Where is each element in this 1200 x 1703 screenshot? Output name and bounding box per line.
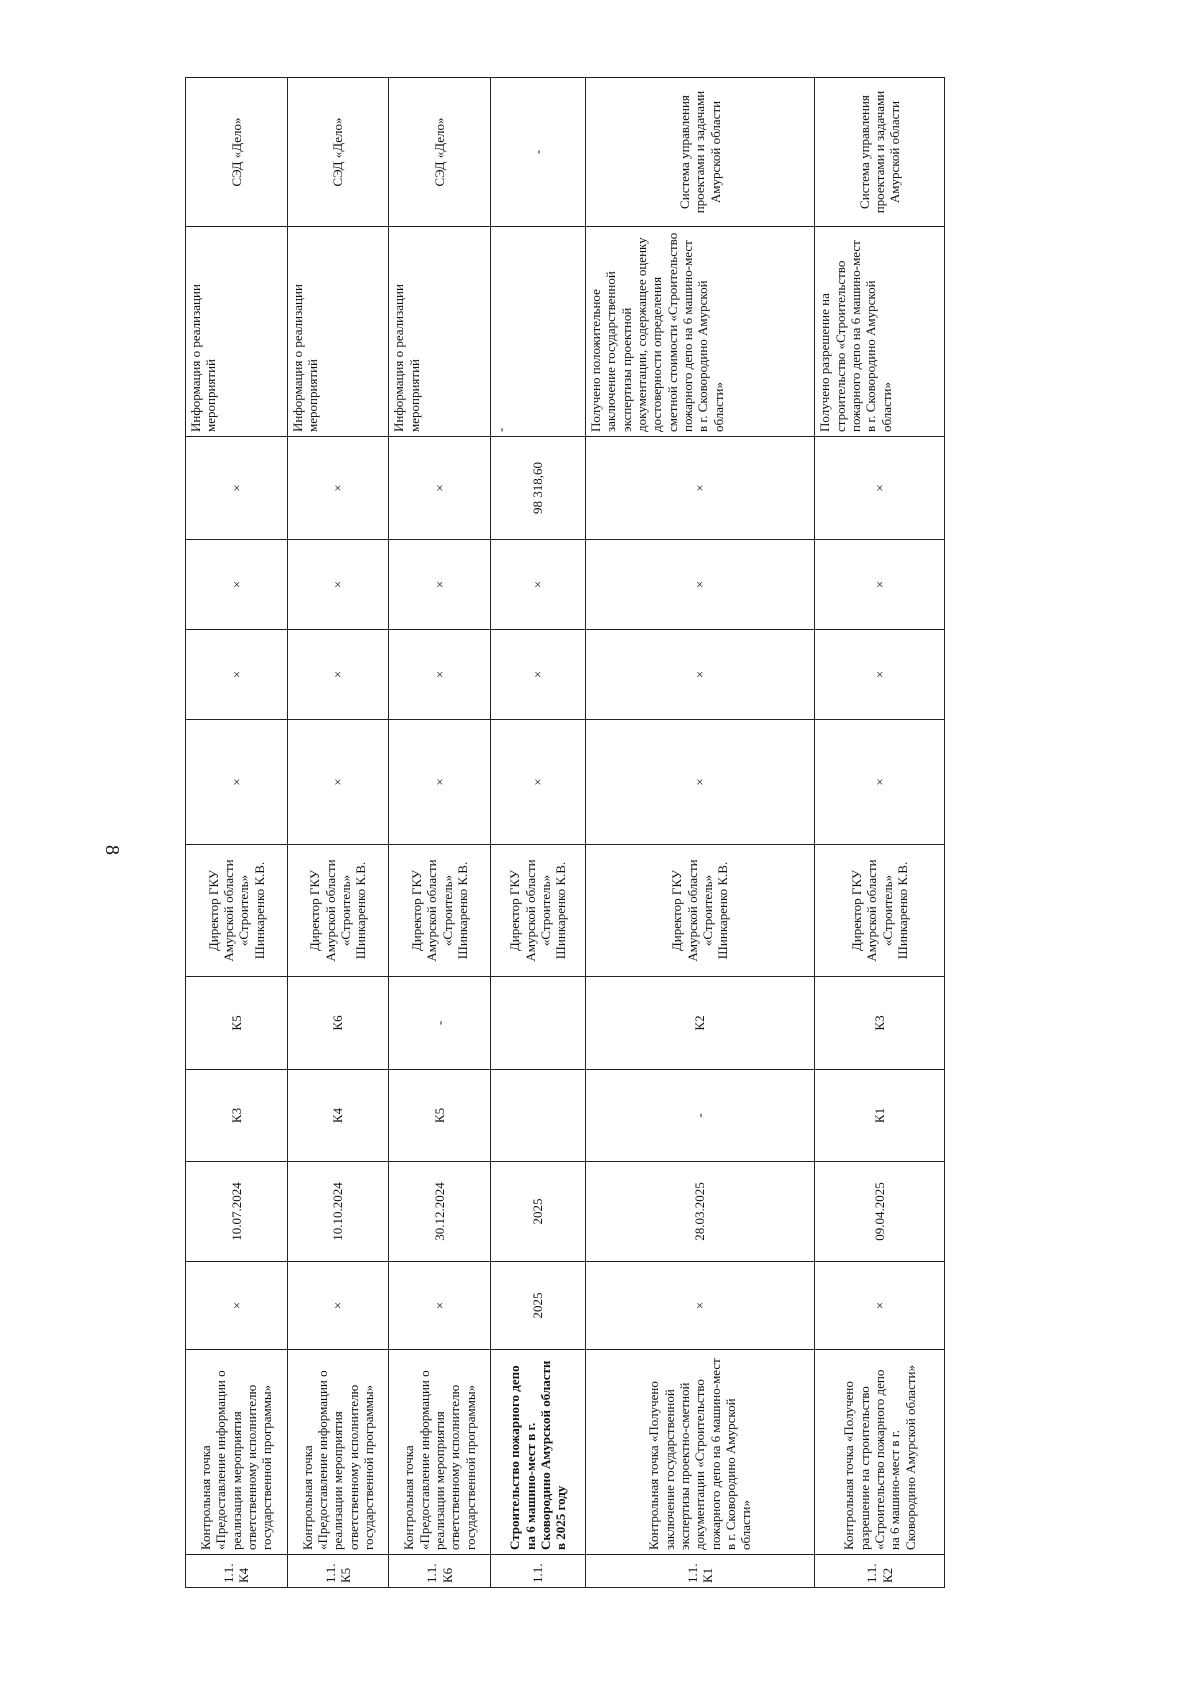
row-system: -	[490, 78, 585, 227]
table-body	[186, 78, 945, 1588]
row-result: Информация о реализации мероприятий	[287, 227, 389, 437]
row-finance-4: ×	[389, 437, 491, 540]
row-finance-4: ×	[186, 437, 288, 540]
row-successor: К5	[186, 977, 288, 1070]
table-row	[389, 78, 491, 1588]
row-start-date: ×	[186, 1262, 288, 1350]
row-number: 1.1.К4	[186, 1555, 288, 1588]
row-successor: К3	[815, 977, 945, 1070]
row-system: Система управления проектами и задачами Амурской области	[815, 78, 945, 227]
row-system: СЭД «Дело»	[287, 78, 389, 227]
row-start-date: ×	[815, 1262, 945, 1350]
row-name: Контрольная точка «Получено разрешение на строительство «Строительство пожарного депо на 6 машино-мест в г. Сковородино Амурской области»	[815, 1350, 945, 1555]
row-finance-2: ×	[490, 630, 585, 720]
table-row	[287, 78, 389, 1588]
row-predecessor: К4	[287, 1070, 389, 1162]
row-finance-4: ×	[815, 437, 945, 540]
row-responsible: Директор ГКУ Амурской области «Строитель» Шинкаренко К.В.	[186, 845, 288, 977]
row-end-date: 09.04.2025	[815, 1162, 945, 1262]
row-responsible: Директор ГКУ Амурской области «Строитель» Шинкаренко К.В.	[490, 845, 585, 977]
row-system: СЭД «Дело»	[389, 78, 491, 227]
row-name: Контрольная точка «Предоставление информации о реализации мероприятия ответственному исполнителю государственной программы»	[389, 1350, 491, 1555]
row-responsible: Директор ГКУ Амурской области «Строитель» Шинкаренко К.В.	[815, 845, 945, 977]
row-finance-1: ×	[586, 720, 815, 845]
row-finance-2: ×	[389, 630, 491, 720]
row-name: Контрольная точка «Получено заключение государственной экспертизы проектно-сметной документации «Строительство пожарного депо на 6 машино-мест в г. Сковородино Амурской области»	[586, 1350, 815, 1555]
row-finance-3: ×	[186, 540, 288, 630]
row-start-date: 2025	[490, 1262, 585, 1350]
row-name: Контрольная точка «Предоставление информации о реализации мероприятия ответственному исполнителю государственной программы»	[186, 1350, 288, 1555]
row-finance-3: ×	[586, 540, 815, 630]
row-end-date: 30.12.2024	[389, 1162, 491, 1262]
row-name: Контрольная точка «Предоставление информации о реализации мероприятия ответственному исполнителю государственной программы»	[287, 1350, 389, 1555]
row-successor: К6	[287, 977, 389, 1070]
row-successor: -	[389, 977, 491, 1070]
row-result: Информация о реализации мероприятий	[389, 227, 491, 437]
row-end-date: 10.10.2024	[287, 1162, 389, 1262]
row-name: Строительство пожарного депо на 6 машино-мест в г. Сковородино Амурской области в 2025 году	[490, 1350, 585, 1555]
row-finance-1: ×	[287, 720, 389, 845]
row-number: 1.1.К6	[389, 1555, 491, 1588]
row-number: 1.1.К2	[815, 1555, 945, 1588]
row-responsible: Директор ГКУ Амурской области «Строитель» Шинкаренко К.В.	[389, 845, 491, 977]
page-number: 8	[101, 845, 123, 855]
row-finance-2: ×	[815, 630, 945, 720]
row-predecessor: К5	[389, 1070, 491, 1162]
row-predecessor: -	[586, 1070, 815, 1162]
row-start-date: ×	[586, 1262, 815, 1350]
row-system: СЭД «Дело»	[186, 78, 288, 227]
row-end-date: 2025	[490, 1162, 585, 1262]
row-end-date: 10.07.2024	[186, 1162, 288, 1262]
row-predecessor	[490, 1070, 585, 1162]
row-finance-2: ×	[586, 630, 815, 720]
row-finance-3: ×	[287, 540, 389, 630]
plan-table	[185, 77, 945, 1588]
row-number: 1.1.	[490, 1555, 585, 1588]
row-responsible: Директор ГКУ Амурской области «Строитель» Шинкаренко К.В.	[287, 845, 389, 977]
row-finance-1: ×	[186, 720, 288, 845]
row-result: Информация о реализации мероприятий	[186, 227, 288, 437]
rotated-table-wrap	[185, 78, 945, 1588]
row-finance-1: ×	[389, 720, 491, 845]
row-result: Получено положительное заключение государственной экспертизы проектной документации, содержащее оценку достоверности определения сметной стоимости «Строительство пожарного депо на 6 машино-мест в г. Сковородино Амурской области»	[586, 227, 815, 437]
row-result: Получено разрешение на строительство «Строительство пожарного депо на 6 машино-мест в г. Сковородино Амурской области»	[815, 227, 945, 437]
row-successor	[490, 977, 585, 1070]
row-finance-3: ×	[815, 540, 945, 630]
row-responsible: Директор ГКУ Амурской области «Строитель» Шинкаренко К.В.	[586, 845, 815, 977]
row-start-date: ×	[389, 1262, 491, 1350]
row-system: Система управления проектами и задачами Амурской области	[586, 78, 815, 227]
table-row	[815, 78, 945, 1588]
row-start-date: ×	[287, 1262, 389, 1350]
row-finance-4: 98 318,60	[490, 437, 585, 540]
row-end-date: 28.03.2025	[586, 1162, 815, 1262]
row-finance-2: ×	[186, 630, 288, 720]
row-number: 1.1.К1	[586, 1555, 815, 1588]
row-finance-2: ×	[287, 630, 389, 720]
table-row	[586, 78, 815, 1588]
row-successor: К2	[586, 977, 815, 1070]
row-number: 1.1.К5	[287, 1555, 389, 1588]
row-result: -	[490, 227, 585, 437]
row-finance-3: ×	[389, 540, 491, 630]
row-predecessor: К3	[186, 1070, 288, 1162]
row-finance-1: ×	[815, 720, 945, 845]
row-finance-1: ×	[490, 720, 585, 845]
row-finance-4: ×	[586, 437, 815, 540]
table-row	[186, 78, 288, 1588]
row-finance-3: ×	[490, 540, 585, 630]
row-finance-4: ×	[287, 437, 389, 540]
table-row	[490, 78, 585, 1588]
row-predecessor: К1	[815, 1070, 945, 1162]
